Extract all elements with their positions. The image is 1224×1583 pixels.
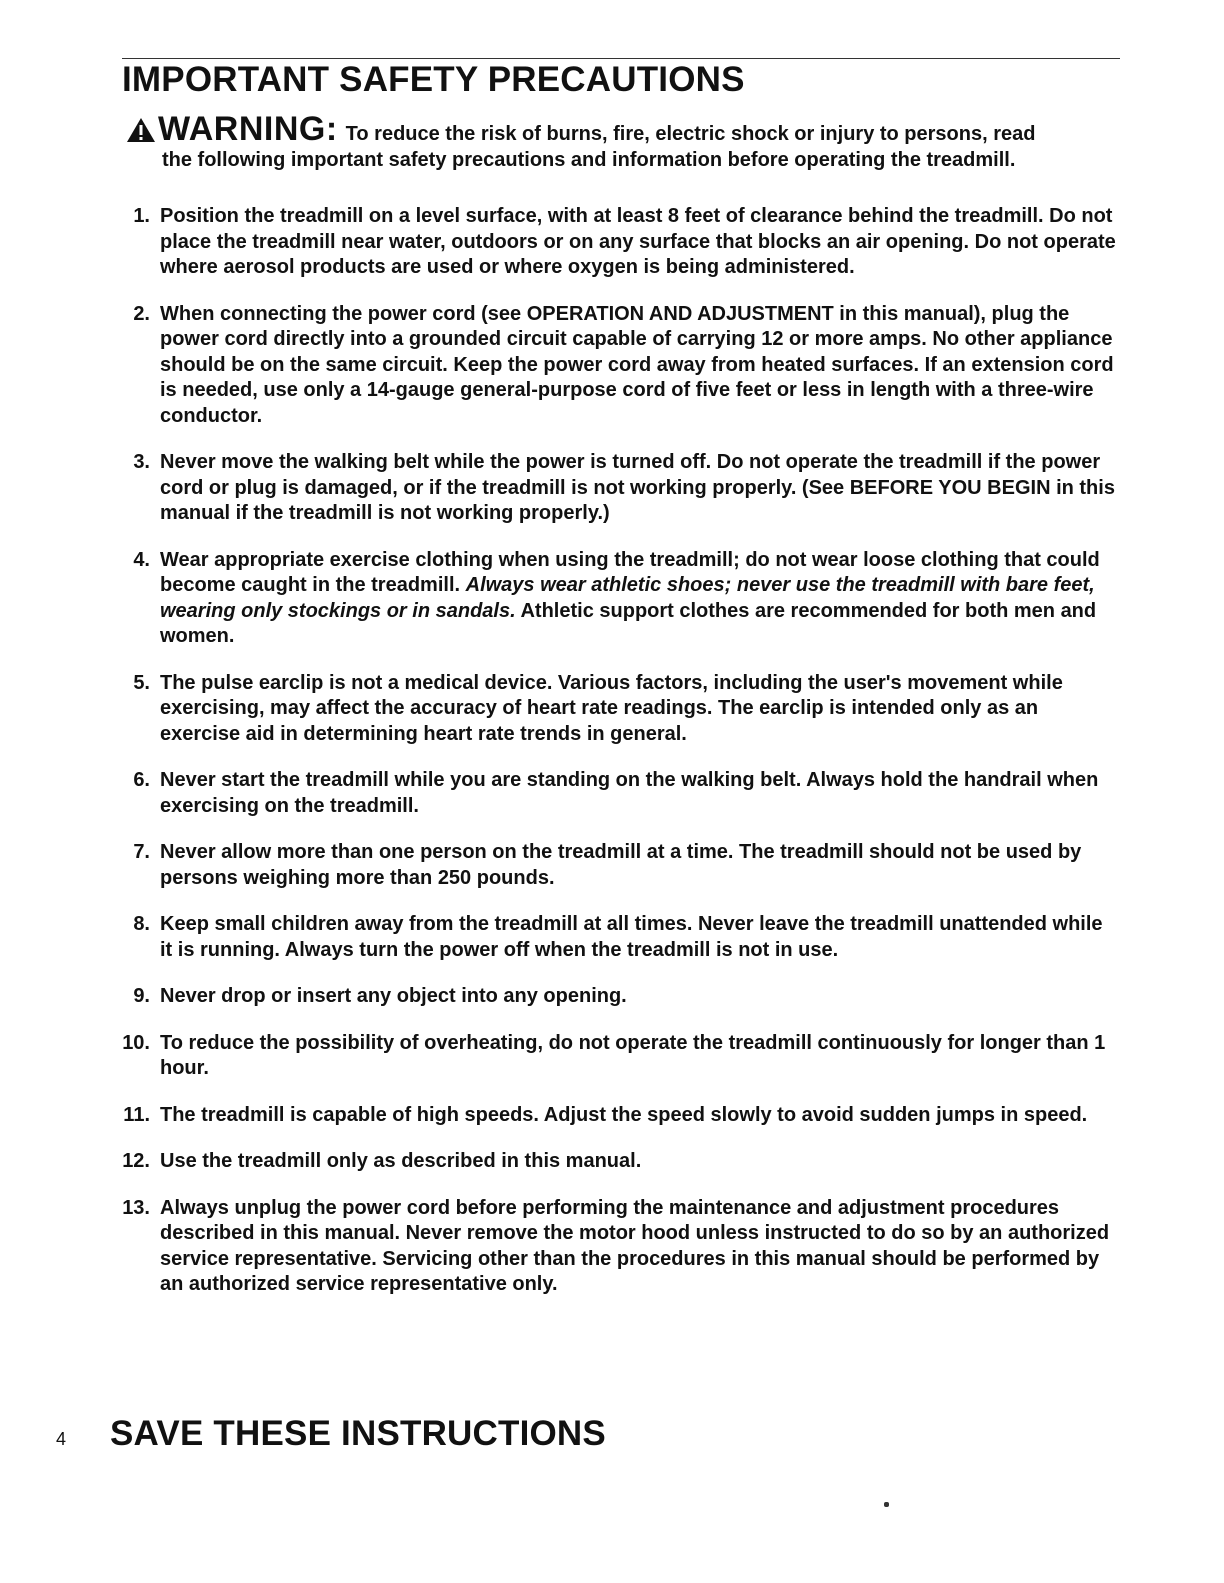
top-rule — [122, 58, 1120, 59]
list-item-10 — [110, 1031, 1120, 1082]
precautions-list — [110, 204, 1120, 1319]
item-number: 11. — [123, 1103, 150, 1126]
page-title: IMPORTANT SAFETY PRECAUTIONS — [122, 60, 745, 99]
list-item-9 — [110, 984, 1120, 1010]
item-number: 3. — [133, 451, 150, 473]
item-number: 13. — [122, 1196, 150, 1219]
item-number: 12. — [122, 1150, 150, 1172]
item-text-before: Wear appropriate exercise clothing when using the treadmill; do not wear loose clothing that could become caught in the treadmill. — [160, 548, 1100, 596]
item-number: 7. — [133, 841, 150, 863]
item-text: Never drop or insert any object into any opening. — [160, 985, 627, 1007]
warning-block — [126, 110, 1106, 173]
page-footer — [56, 1414, 606, 1454]
item-text: The pulse earclip is not a medical device. Various factors, including the user's movement while exercising, may affect the accuracy of heart rate readings. The earclip is intended only as an exercise aid in determining heart rate trends in general. — [160, 671, 1063, 745]
warning-text-line2: the following important safety precautions and information before operating the treadmill. — [162, 149, 1016, 171]
item-text: Never move the walking belt while the power is turned off. Do not operate the treadmill if the power cord or plug is damaged, or if the treadmill is not working properly. (See BEFORE YOU BEGIN in this manual if the treadmill is not working properly.) — [160, 451, 1115, 524]
item-text — [160, 548, 1120, 650]
scan-speck — [884, 1502, 889, 1507]
list-item-3 — [110, 450, 1120, 527]
list-item-2 — [110, 302, 1120, 430]
list-item-7 — [110, 840, 1120, 891]
list-item-11 — [110, 1103, 1120, 1129]
item-number: 9. — [133, 985, 150, 1007]
item-text: Position the treadmill on a level surface, with at least 8 feet of clearance behind the treadmill. Do not place the treadmill near water, outdoors or on any surface that blocks an air opening. Do not operate where aerosol products are used or where oxygen is being administered. — [160, 205, 1116, 278]
item-text: Always unplug the power cord before performing the maintenance and adjustment procedures described in this manual. Never remove the motor hood unless instructed to do so by an authorized service representative. Servicing other than the procedures in this manual should be performed by an authorized service representative only. — [160, 1196, 1110, 1295]
item-number: 5. — [133, 671, 150, 694]
item-text: Keep small children away from the treadmill at all times. Never leave the treadmill unattended while it is running. Always turn the power off when the treadmill is not in use. — [160, 913, 1103, 961]
warning-lead — [126, 110, 1106, 148]
item-text-italic: Always wear athletic shoes; never use the treadmill with bare feet, wearing only stockings or in sandals. — [160, 574, 1095, 622]
item-number: 8. — [133, 913, 150, 935]
item-number: 2. — [133, 302, 150, 325]
item-number: 6. — [133, 769, 150, 791]
item-number: 1. — [133, 205, 150, 227]
list-item-4 — [110, 548, 1120, 650]
item-number: 4. — [133, 548, 150, 571]
save-instructions-heading: SAVE THESE INSTRUCTIONS — [110, 1414, 606, 1453]
item-text: Never start the treadmill while you are standing on the walking belt. Always hold the handrail when exercising on the treadmill. — [160, 769, 1099, 817]
warning-triangle-icon — [126, 117, 156, 143]
list-item-13 — [110, 1196, 1120, 1298]
item-text: When connecting the power cord (see OPERATION AND ADJUSTMENT in this manual), plug the power cord directly into a grounded circuit capable of carrying 12 or more amps. No other appliance should be on the same circuit. Keep the power cord away from heated surfaces. If an extension cord is needed, use only a 14-gauge general-purpose cord of five feet or less in length with a three-wire conductor. — [160, 302, 1114, 427]
page-number: 4 — [56, 1429, 67, 1449]
item-number: 10. — [122, 1031, 150, 1054]
list-item-1 — [110, 204, 1120, 281]
list-item-6 — [110, 768, 1120, 819]
warning-text-line1: To reduce the risk of burns, fire, electric shock or injury to persons, read — [345, 123, 1036, 145]
item-text: Never allow more than one person on the treadmill at a time. The treadmill should not be used by persons weighing more than 250 pounds. — [160, 841, 1082, 889]
warning-label: WARNING: — [158, 110, 338, 148]
item-text: To reduce the possibility of overheating, do not operate the treadmill continuously for longer than 1 hour. — [160, 1031, 1106, 1079]
list-item-5 — [110, 671, 1120, 748]
item-text: Use the treadmill only as described in this manual. — [160, 1150, 642, 1172]
item-text: The treadmill is capable of high speeds. Adjust the speed slowly to avoid sudden jumps in speed. — [160, 1103, 1088, 1126]
list-item-12 — [110, 1149, 1120, 1175]
list-item-8 — [110, 912, 1120, 963]
item-text-after: Athletic support clothes are recommended for both men and women. — [160, 599, 1097, 647]
